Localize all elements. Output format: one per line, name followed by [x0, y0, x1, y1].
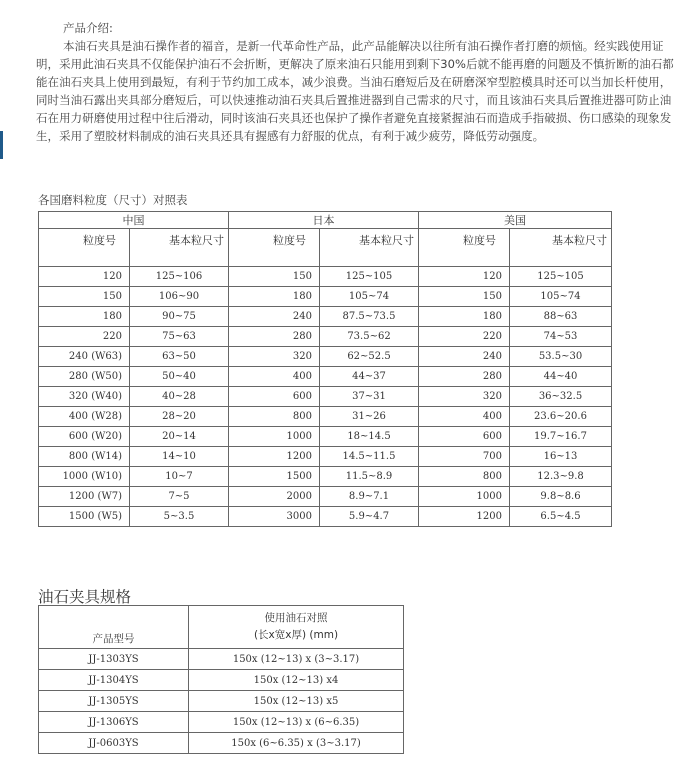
- size-cell: 90~75: [130, 307, 229, 327]
- size-cell: 16~13: [510, 447, 612, 467]
- size-cell: 37~31: [320, 387, 419, 407]
- size-cell: 23.6~20.6: [510, 407, 612, 427]
- grit-cell: 400: [419, 407, 510, 427]
- grit-cell: 1000: [229, 427, 320, 447]
- size-cell: 14~10: [130, 447, 229, 467]
- size-cell: 28~20: [130, 407, 229, 427]
- grit-cell: 700: [419, 447, 510, 467]
- usage-header-line2: (长x宽x厚) (mm): [253, 629, 339, 641]
- size-header-jp: 基本粒尺寸: [320, 229, 419, 267]
- grit-cell: 240 (W63): [39, 347, 130, 367]
- size-cell: 7~5: [130, 487, 229, 507]
- grit-cell: 600: [419, 427, 510, 447]
- intro-heading: 产品介绍:: [63, 21, 113, 35]
- size-cell: 5~3.5: [130, 507, 229, 527]
- grit-row: [39, 367, 612, 387]
- grit-cell: 220: [39, 327, 130, 347]
- grit-row: [39, 487, 612, 507]
- grit-cell: 800: [229, 407, 320, 427]
- grit-cell: 220: [419, 327, 510, 347]
- grit-cell: 1500 (W5): [39, 507, 130, 527]
- size-cell: 88~63: [510, 307, 612, 327]
- intro-paragraph: 本油石夹具是油石操作者的福音，是新一代革命性产品，此产品能解决以往所有油石操作者打磨的烦恼。经实践使用证明，采用此油石夹具不仅能保护油石不会折断，更解决了原来油石只能用到剩下30%后就不能再磨的问题及不慎折断的油石都能在油石夹具上使用到最短，有利于节约加工成本，减少浪费。当油石磨短后及在研磨深窄型腔模具时还可以当加长杆使用，同时当油石露出夹具部分磨短后，可以快速推动油石夹具后置推进器到自己需求的尺寸，而且该油石夹具后置推进器可防止油石在用力研磨使用过程中往后滑动，同时该油石夹具还也保护了操作者避免直接紧握油石而造成手指破损、伤口感染的现象发生，采用了塑胶材料制成的油石夹具还具有握感有力舒服的优点，有利于减少疲劳，降低劳动强度。: [36, 39, 674, 143]
- country-japan: 日本: [229, 212, 419, 229]
- spec-title: 油石夹具规格: [38, 588, 132, 606]
- grit-row: [39, 327, 612, 347]
- grit-cell: 1500: [229, 467, 320, 487]
- grit-cell: 150: [39, 287, 130, 307]
- country-usa: 美国: [419, 212, 612, 229]
- grit-cell: 180: [39, 307, 130, 327]
- size-cell: 74~53: [510, 327, 612, 347]
- grit-cell: 180: [229, 287, 320, 307]
- spec-table: [38, 605, 404, 754]
- grit-comparison-table: [38, 211, 612, 527]
- grit-cell: 600: [229, 387, 320, 407]
- size-cell: 105~74: [510, 287, 612, 307]
- model-cell: JJ-1303YS: [39, 649, 189, 670]
- grit-cell: 320: [419, 387, 510, 407]
- country-china: 中国: [39, 212, 229, 229]
- grit-cell: 1200: [229, 447, 320, 467]
- size-cell: 53.5~30: [510, 347, 612, 367]
- size-cell: 18~14.5: [320, 427, 419, 447]
- model-cell: JJ-1304YS: [39, 670, 189, 691]
- grit-cell: 240: [229, 307, 320, 327]
- model-cell: JJ-1306YS: [39, 712, 189, 733]
- grit-cell: 280: [229, 327, 320, 347]
- product-intro: [36, 19, 676, 145]
- size-cell: 8.9~7.1: [320, 487, 419, 507]
- size-cell: 11.5~8.9: [320, 467, 419, 487]
- spec-row: [39, 733, 404, 754]
- grit-cell: 600 (W20): [39, 427, 130, 447]
- grit-cell: 120: [419, 267, 510, 287]
- grit-cell: 1200 (W7): [39, 487, 130, 507]
- grit-cell: 3000: [229, 507, 320, 527]
- grit-row: [39, 467, 612, 487]
- grit-cell: 150: [229, 267, 320, 287]
- grit-header-jp: 粒度号: [229, 229, 320, 267]
- size-cell: 75~63: [130, 327, 229, 347]
- size-cell: 6.5~4.5: [510, 507, 612, 527]
- size-header-cn: 基本粒尺寸: [130, 229, 229, 267]
- grit-row: [39, 507, 612, 527]
- grit-cell: 400: [229, 367, 320, 387]
- grit-row: [39, 387, 612, 407]
- grit-row: [39, 347, 612, 367]
- grit-cell: 120: [39, 267, 130, 287]
- grit-cell: 400 (W28): [39, 407, 130, 427]
- size-cell: 125~105: [510, 267, 612, 287]
- size-header-us: 基本粒尺寸: [510, 229, 612, 267]
- grit-header-cn: 粒度号: [39, 229, 130, 267]
- grit-cell: 2000: [229, 487, 320, 507]
- grit-cell: 1200: [419, 507, 510, 527]
- grit-cell: 800 (W14): [39, 447, 130, 467]
- usage-header-line1: 使用油石对照: [264, 612, 328, 624]
- grit-row: [39, 307, 612, 327]
- grit-cell: 280 (W50): [39, 367, 130, 387]
- size-cell: 36~32.5: [510, 387, 612, 407]
- size-cell: 87.5~73.5: [320, 307, 419, 327]
- size-cell: 44~40: [510, 367, 612, 387]
- size-cell: 10~7: [130, 467, 229, 487]
- grit-cell: 320 (W40): [39, 387, 130, 407]
- size-cell: 20~14: [130, 427, 229, 447]
- size-cell: 5.9~4.7: [320, 507, 419, 527]
- model-cell: JJ-1305YS: [39, 691, 189, 712]
- usage-cell: 150x (12~13) x (6~6.35): [189, 712, 404, 733]
- grit-row: [39, 267, 612, 287]
- size-cell: 44~37: [320, 367, 419, 387]
- size-cell: 9.8~8.6: [510, 487, 612, 507]
- grit-cell: 800: [419, 467, 510, 487]
- grit-table-caption: 各国磨料粒度（尺寸）对照表: [38, 193, 188, 207]
- size-cell: 125~106: [130, 267, 229, 287]
- grit-cell: 1000: [419, 487, 510, 507]
- size-cell: 73.5~62: [320, 327, 419, 347]
- usage-cell: 150x (12~13) x5: [189, 691, 404, 712]
- size-cell: 31~26: [320, 407, 419, 427]
- size-cell: 125~105: [320, 267, 419, 287]
- grit-cell: 1000 (W10): [39, 467, 130, 487]
- grit-row: [39, 427, 612, 447]
- grit-cell: 320: [229, 347, 320, 367]
- size-cell: 40~28: [130, 387, 229, 407]
- size-cell: 105~74: [320, 287, 419, 307]
- spec-row: [39, 712, 404, 733]
- model-header: 产品型号: [39, 606, 189, 649]
- spec-row: [39, 670, 404, 691]
- grit-row: [39, 407, 612, 427]
- spec-row: [39, 691, 404, 712]
- spec-row: [39, 649, 404, 670]
- usage-cell: 150x (12~13) x (3~3.17): [189, 649, 404, 670]
- size-cell: 14.5~11.5: [320, 447, 419, 467]
- size-cell: 62~52.5: [320, 347, 419, 367]
- usage-cell: 150x (12~13) x4: [189, 670, 404, 691]
- size-cell: 63~50: [130, 347, 229, 367]
- usage-cell: 150x (6~6.35) x (3~3.17): [189, 733, 404, 754]
- left-accent-bar: [0, 131, 3, 159]
- size-cell: 12.3~9.8: [510, 467, 612, 487]
- grit-cell: 280: [419, 367, 510, 387]
- model-cell: JJ-0603YS: [39, 733, 189, 754]
- grit-header-us: 粒度号: [419, 229, 510, 267]
- size-cell: 50~40: [130, 367, 229, 387]
- usage-header: [189, 606, 404, 649]
- grit-row: [39, 447, 612, 467]
- grit-cell: 150: [419, 287, 510, 307]
- size-cell: 19.7~16.7: [510, 427, 612, 447]
- size-cell: 106~90: [130, 287, 229, 307]
- grit-cell: 240: [419, 347, 510, 367]
- grit-row: [39, 287, 612, 307]
- grit-cell: 180: [419, 307, 510, 327]
